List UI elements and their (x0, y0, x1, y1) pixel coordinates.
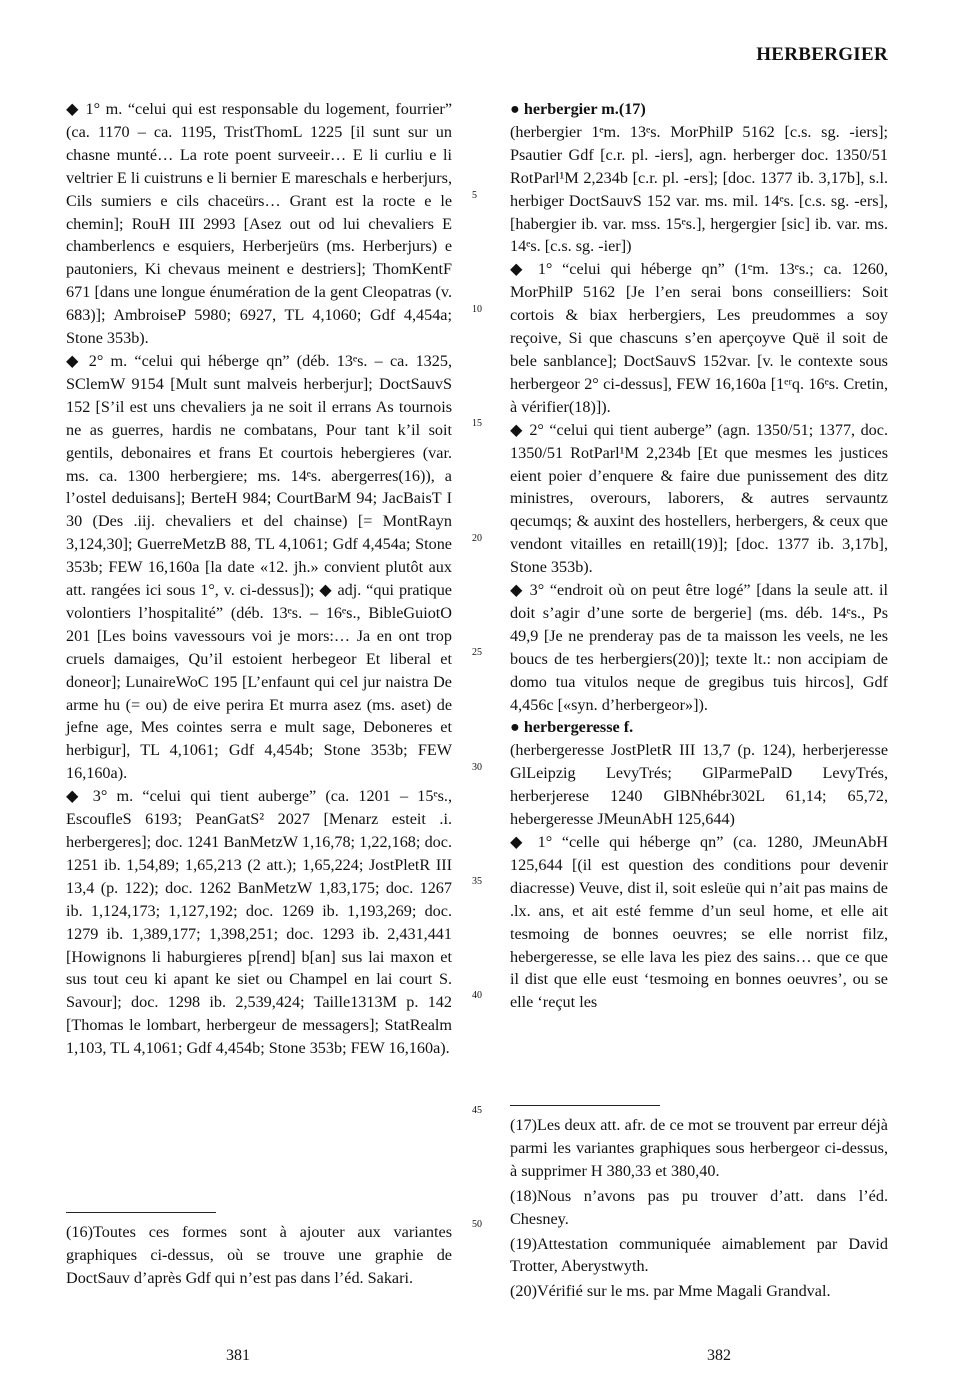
variant-forms: (herbergier 1ᵉm. 13ᵉs. MorPhilP 5162 [c.s. sg. -iers]; Psautier Gdf [c.r. pl. -iers], agn. herberger doc. 1350/51 RotParl¹M 2,234b [c.r. pl. -ers]; [doc. 1377 ib. 3,17b], s.l. herbiger DoctSauvS 152 var. ms. mil. 14ᵉs. [c.s. sg. -ers], [habergier ib. var. mss. 15ᵉs.], hergergier [sic] ib. var. ms. 14ᵉs. [c.s. sg. -ier]) (510, 122, 888, 256)
line-number: 50 (472, 1219, 482, 1230)
entry-paragraph: ◆ 3° m. “celui qui tient auberge” (ca. 1201 – 15ᵉs., EscoufleS 6193; PeanGatS² 2027 [Menarz esteit .i. herbergeres]; doc. 1241 BanMetzW 1,16,78; 1,22,168; doc. 1251 ib. 1,54,89; 1,65,213 (2 att.); 1,65,224; JostPletR III 13,4 (p. 122); doc. 1262 BanMetzW 1,83,175; doc. 1267 ib. 1,124,173; 1,127,192; doc. 1269 ib. 1,193,269; doc. 1279 ib. 1,389,177; 1,398,251; doc. 1293 ib. 2,431,441 [Howignons li haburgieres p[rend] b[an] sus lai maxon et sus tout ceu ki apant ke siet ou Champel en lai court S. Savour]; doc. 1298 ib. 2,539,424; Taille1313M p. 142 [Thomas le lombart, herbergeur de messagers]; StatRealm 1,103, TL 4,1061; Gdf 4,454b; Stone 353b; FEW 16,160a). (66, 787, 452, 1058)
entry-paragraph: ◆ 3° “endroit où on peut être logé” [dans la seule att. il doit s’agir d’une sorte de bergerie] (ms. déb. 14ᵉs., Ps 49,9 [Je ne prenderay pas de ta maisson les veels, ne les boucs de tes herbergiers(20)]; texte lt.: non accipiam de domo tua vitulos neque de gregibus tuis hircos], Gdf 4,456c [«syn. d’herbergeor»]). (510, 581, 888, 714)
footnotes-left (66, 1212, 452, 1292)
line-number: 30 (472, 762, 482, 773)
line-number: 45 (472, 1105, 482, 1116)
variant-forms: (herbergeresse JostPletR III 13,7 (p. 124), herberjeresse GlLeipzig LevyTrés; GlParmePalD LevyTrés, herberjerese 1240 GlBNhébr302L 61,14; 65,72, hebergeresse JMeunAbH 125,644) (510, 741, 888, 829)
line-number: 15 (472, 418, 482, 429)
headword: ● herbergier m.(17) (510, 100, 646, 118)
page-number-right: 382 (707, 1347, 731, 1364)
footnote: (17)Les deux att. afr. de ce mot se trouvent par erreur déjà parmi les variantes graphiques sous herbergeor ci-dessus, à supprimer H 380,33 et 380,40. (510, 1116, 888, 1180)
footnote-rule (510, 1105, 660, 1106)
left-column (66, 98, 452, 1060)
line-number: 40 (472, 990, 482, 1001)
footnote: (20)Vérifié sur le ms. par Mme Magali Grandval. (510, 1282, 831, 1301)
entry-paragraph: ◆ 2° m. “celui qui héberge qn” (déb. 13ᵉs. – ca. 1325, SClemW 9154 [Mult sunt malveis herberjur]; DoctSauvS 152 [S’il est uns chevaliers ja ne soit il errans As tournois ne as guerres, hardis ne combatans, Pour tant k’il soit gentils, debonaires et frans Et courtois hebergieres (var. ms. ca. 1300 herbergiere; ms. 14ᵉs. abergerres(16)), a l’ostel deduisans]; BerteH 984; CourtBarM 94; JacBaisT I 30 (Des .iij. chevaliers et del chainse) [= MontRayn 3,124,30]; GuerreMetzB 88, TL 4,1061; Gdf 4,454a; Stone 353b; FEW 16,160a [la date «12. jh.» convient plutôt aux att. rangées ici sous 1°, v. ci-dessus]); ◆ adj. “qui pratique volontiers l’hospitalité” (déb. 13ᵉs. – 16ᵉs., BibleGuiotO 201 [Les boins vavessours voi je mors:… Ja en ont trop cruels damaiges, Qu’il estoient herbegeor Et liberal et doneor]; LunaireWoC 195 [L’enfaunt qui cel jur naistra De arme hu (= ou) de eive perira Et murra asez (ms. aset) de jefne age, Mes cointes serra e mult sage, Deboneres et herbigur], TL 4,1061; Gdf 4,454b; Stone 353b; FEW 16,160a). (66, 351, 452, 783)
footnote: (18)Nous n’avons pas pu trouver d’att. dans l’éd. Chesney. (510, 1186, 888, 1228)
footnotes-right (510, 1105, 888, 1305)
headword: ● herbergeresse f. (510, 718, 634, 737)
line-number: 35 (472, 876, 482, 887)
line-number: 5 (472, 190, 477, 201)
line-number: 10 (472, 304, 482, 315)
line-number: 25 (472, 647, 482, 658)
footnote: (16)Toutes ces formes sont à ajouter aux variantes graphiques ci-dessus, où se trouve une graphie de DoctSauv d’après Gdf qui n’est pas dans l’éd. Sakari. (66, 1223, 452, 1287)
entry-paragraph: ◆ 1° “celui qui héberge qn” (1ᵉm. 13ᵉs.; ca. 1260, MorPhilP 5162 [Je l’en serai bons conseilliers: Soit cortois & biax herbergiers, Les preudommes a soy reçoive, Si que chascuns s’en aperçoyve Quë il soit de bele sanblance]; DoctSauvS 152var. [v. le contexte sous herbergeor 2° ci-dessus], FEW 16,160a [1ᵉʳq. 16ᵉs. Cretin, à vérifier(18)]). (510, 260, 888, 416)
running-header: HERBERGIER (756, 44, 888, 65)
page-number-left: 381 (226, 1347, 250, 1364)
entry-paragraph: ◆ 2° “celui qui tient auberge” (agn. 1350/51; 1377, doc. 1350/51 RotParl¹M 2,234b [Et que mesmes les justices eient poier d’enquere & faire due punissement des ditz ministres, overours, laborers, & autres servauntz qecumqs; & auxint des hostellers, herbergers, & ceux que vendont vitailles en retaill(19)]; [doc. 1377 ib. 3,17b], Stone 353b). (510, 420, 888, 577)
right-column (510, 98, 888, 1014)
entry-paragraph: ◆ 1° m. “celui qui est responsable du logement, fourrier” (ca. 1170 – ca. 1195, TristThomL 1225 [il sunt sur un chasne munté… La rote poent surveeir… E li curliu e li veltrier E li cuistruns e li bernier E mareschals e herberjurs, Cils sumiers e cils chaceürs… Grant est la rocte e le chemin]; RouH III 2993 [Asez out od lui chevaliers E chamberlencs e esquiers, Herberjeürs (ms. Herberjurs) e pautoniers, Ki chevaus meinent e destriers]; ThomKentF 671 [dans une longue énumération de la gent Cleopatras (v. 683)]; AmbroiseP 5980; 6927, TL 4,1060; Gdf 4,454a; Stone 353b). (66, 100, 452, 348)
line-number: 20 (472, 533, 482, 544)
footnote: (19)Attestation communiquée aimablement par David Trotter, Aberystwyth. (510, 1234, 888, 1276)
footnote-rule (66, 1212, 216, 1213)
entry-paragraph: ◆ 1° “celle qui héberge qn” (ca. 1280, JMeunAbH 125,644 [(il est question des conditions pour devenir diacresse) Veuve, dist il, soit esleüe qui n’ait pas mains de .lx. ans, et ait esté femme d’un seul home, et elle ait tesmoing de bonnes oeuvres; se elle norrist filz, hebergeresse, se elle lava les piez des sains… que ce que il dist que elle eust ‘tesmoing en bonnes oeuvres’, ou se elle ‘reçut les (510, 833, 888, 1012)
